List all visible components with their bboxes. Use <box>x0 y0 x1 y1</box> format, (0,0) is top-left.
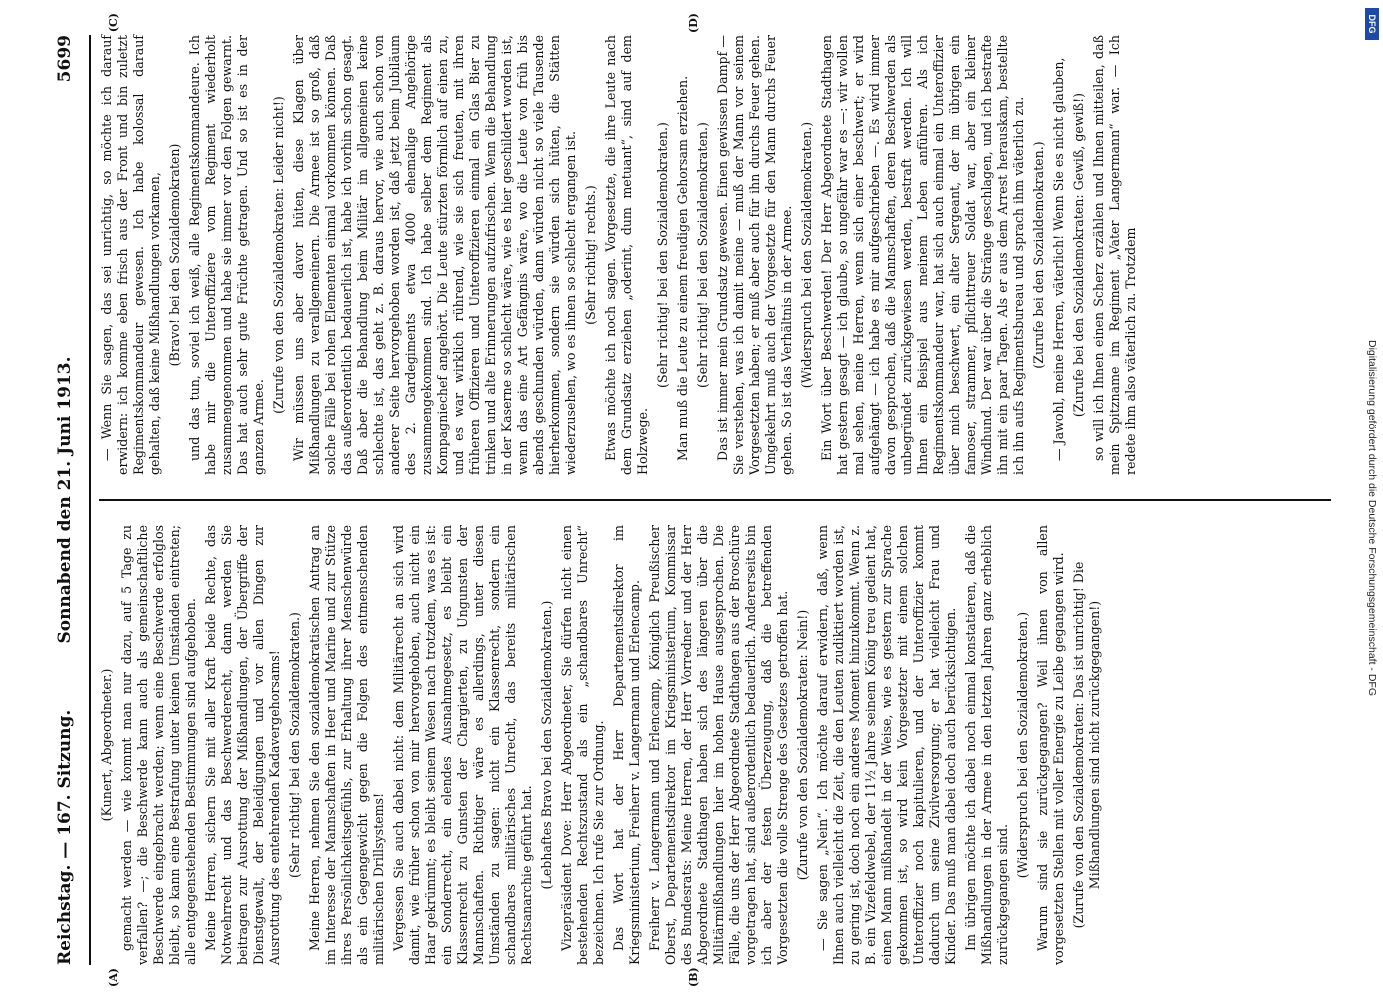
interjection: (Zurufe von den Sozialdemokraten: Leider nicht!) <box>270 96 286 414</box>
header-left-title: Reichstag. — 167. Sitzung. <box>54 709 75 965</box>
margin-marker-b: (B) <box>686 967 700 987</box>
paragraph: so will ich Ihnen einen Scherz erzählen und Ihnen mitteilen, daß mein Spitzname im Regiment „Vater Langermann“ war. — Ich redete ihm also väterlich zu. Trotzdem <box>1090 35 1138 475</box>
paragraph: Etwas möchte ich noch sagen. Vorgesetzte, die ihre Leute nach dem Grundsatz erziehen „oderint, dum metuant“, sind auf dem Holzwege. <box>602 35 650 475</box>
paragraph: — Jawohl, meine Herren, väterlich! Wenn Sie es nicht glauben, <box>1050 57 1066 461</box>
interjection: (Zurufe bei den Sozialdemokraten: Gewiß, gewiß!) <box>1070 92 1086 418</box>
paragraph: Meine Herren, nehmen Sie den sozialdemokratischen Antrag an im Interesse der Mannschaften in Heer und Marine und zur Stütze ihres Persönlichkeitsgefühls, zur Erhaltung ihrer Menschenwürde als ein Gegengewicht gegen die Folgen des entmenschenden militärischen Drillsystems! <box>306 525 386 965</box>
interjection: (Widerspruch bei den Sozialdemokraten.) <box>1014 611 1030 879</box>
paragraph: Wir müssen uns aber davor hüten, diese Klagen über Mißhandlungen zu verallgemeinern. Die Armee ist so groß, daß solche Fälle bei rohen Elementen einmal vorkommen können. Daß das außerordentlich bedauerlich ist, habe ich vorhin schon gesagt. Daß aber die Behandlung beim Militär im allgemeinen keine schlechte ist, das geht z. B. daraus hervor, wie auch schon von anderer Seite hervorgehoben worden ist, daß jetzt beim Jubiläum des 2. Gardegiments etwa 4000 ehemalige Angehörige zusammengekommen sind. Ich habe selber dem Regiment als Kompagniechef angehört. Die Leute stürzten förmlich auf einen zu, und es war wirklich rührend, wie sie sich freuten, mit ihren früheren Offizieren und Unteroffizieren einmal ein Glas Bier zu trinken und alte Erinnerungen aufzufrischen. Wenn die Behandlung in der Kaserne so schlecht wäre, wie es hier geschildert worden ist, wenn das eine Art Gefängnis wäre, wo die Leute von früh bis abends geschunden würden, dann würden nicht so viele Tausende hierherkommen, sondern sie würden sich hüten, die Stätten wiederzusehen, wo es ihnen so schlecht ergangen ist. <box>290 35 578 475</box>
interjection: (Sehr richtig! bei den Sozialdemokraten.) <box>694 122 710 388</box>
page-header <box>47 35 91 965</box>
left-text-column <box>99 525 1331 965</box>
speaker-note: (Kunert, Abgeordneter.) <box>98 668 114 822</box>
right-text-column <box>99 35 1331 475</box>
paragraph: Vergessen Sie auch dabei nicht: dem Militärrecht an sich wird damit, wie früher schon von mir hervorgehoben, auch nicht ein Haar gekrümmt; es bleibt seinem Wesen nach trotzdem, was es ist: ein Sonderrecht, ein elendes Ausnahmegesetz, es bleibt ein Klassenrecht zu Gunsten der Chargierten, zu Ungunsten der Mannschaften. Richtiger wäre es allerdings, unter diesen Umständen zu sagen: nicht ein Klassenrecht, sondern ein schandbares militärisches Unrecht, das bereits militärischen Rechtsanarchie geführt hat. <box>390 525 534 965</box>
interjection: (Zurufe von den Sozialdemokraten: Nein!) <box>794 609 810 881</box>
dfg-logo-text: DFG <box>1367 14 1377 34</box>
paragraph: — Sie sagen „Nein“. Ich möchte darauf erwidern, daß, wenn Ihnen auch vielleicht die Zeit, die den Leuten zudiktiert worden ist, zu gering ist, doch noch ein anderes Moment hinzukommt. Wenn z. B. ein Vizefeldwebel, der 11½ Jahre seinem König treu gedient hat, einen Mann mißhandelt in der Weise, wie es gestern zur Sprache gekommen ist, so wird kein Vorgesetzter mit einem solchen Unteroffizier noch kapitulieren, und der Unteroffizier kommt dadurch um seine Zivilversorgung; er hat vielleicht Frau und Kinder. Das muß man dabei doch auch berücksichtigen. <box>814 525 958 965</box>
paragraph: gemacht werden — wie kommt man nur dazu, auf 5 Tage zu verfallen? —; die Beschwerde kann auch als gemeinschaftliche Beschwerde eingebracht werden; wenn eine Beschwerde erfolglos bleibt, so kann eine Bestrafung unter keinen Umständen eintreten; alle entgegenstehenden Bestimmungen sind aufgehoben. <box>118 525 198 965</box>
interjection: (Sehr richtig! bei den Sozialdemokraten.) <box>654 122 670 388</box>
paragraph: Warum sind sie zurückgegangen? Weil ihnen von allen vorgesetzten Stellen mit voller Energie zu Leibe gegangen wird. <box>1034 525 1066 965</box>
paragraph: Im übrigen möchte ich dabei noch einmal konstatieren, daß die Mißhandlungen in der Armee in den letzten Jahren ganz erheblich zurückgegangen sind. <box>962 525 1010 965</box>
paragraph: Das ist immer mein Grundsatz gewesen. Einen gewissen Dampf — Sie verstehen, was ich damit meine — muß der Mann vor seinem Vorgesetzten haben; er muß aber auch für ihn durchs Feuer gehen. Umgekehrt muß auch der Vorgesetzte für den Mann durchs Feuer gehen. So ist das Verhältnis in der Armee. <box>714 35 794 475</box>
paragraph: — Wenn Sie sagen, das sei unrichtig, so möchte ich darauf erwidern: ich komme eben frisch aus der Front und bin zuletzt Regimentskommandeur gewesen. Ich habe kolossal darauf gehalten, daß keine Mißhandlungen vorkamen, <box>98 35 162 475</box>
interjection: (Zurufe von den Sozialdemokraten: Das ist unrichtig! Die Mißhandlungen sind nicht zurückgegangen!) <box>1070 561 1102 929</box>
interjection: (Sehr richtig! rechts.) <box>582 185 598 325</box>
paragraph: Vizepräsident Dove: Herr Abgeordneter, Sie dürfen nicht einen bestehenden Rechtszustand als ein „schandbares Unrecht“ bezeichnen. Ich rufe Sie zur Ordnung. <box>558 525 606 965</box>
interjection: (Sehr richtig! bei den Sozialdemokraten.) <box>286 612 302 878</box>
interjection: (Widerspruch bei den Sozialdemokraten.) <box>798 121 814 389</box>
paragraph: Meine Herren, sichern Sie mit aller Kraft beide Rechte, das Notwehrrecht und das Beschwerderecht, dann werden Sie beitragen zur Ausrottung der Mißhandlungen, der Übergriffe der Dienstgewalt, der Beleidigungen und vor allen Dingen zur Ausrottung des entehrenden Kadavergehorsams! <box>202 525 282 965</box>
margin-marker-c: (C) <box>106 13 120 33</box>
dfg-logo <box>1365 8 1379 40</box>
paragraph: Man muß die Leute zu einem freudigen Gehorsam erziehen. <box>674 75 690 461</box>
page-number: 5699 <box>54 35 75 83</box>
paragraph: Freiherr v. Langermann und Erlencamp, Königlich Preußischer Oberst, Departementsdirektor im Kriegsministerium, Kommissar des Bundesrats: Meine Herren, der Herr Vorredner und der Herr Abgeordnete Stadthagen haben sich des längeren über die Militärmißhandlungen hier im hohen Hause ausgesprochen. Die Fälle, die uns der Herr Abgeordnete Stadthagen aus der Broschüre vorgetragen hat, sind außerordentlich bedauerlich. Andererseits bin ich aber der festen Überzeugung, daß die betreffenden Vorgesetzten die volle Strenge des Gesetzes getroffen hat. <box>646 525 790 965</box>
column-divider <box>99 499 1331 501</box>
digitization-credit <box>1364 48 1380 988</box>
paragraph: Ein Wort über Beschwerden! Der Herr Abgeordnete Stadthagen hat gestern gesagt — ich glaube, so ungefähr war es —: wir wollen mal sehen, meine Herren, wenn sich einer beschwert; er wird aufgehängt — ich habe es mir aufgeschrieben —. Es wird immer davon gesprochen, daß die Mannschaften, deren Beschwerden als unbegründet zurückgewiesen werden, bestraft werden. Ich will Ihnen ein Beispiel aus meinem Leben anführen. Als ich Regimentskommandeur war, hat sich auch einmal ein Unteroffizier über mich beschwert, ein alter Sergeant, der im übrigen ein famoser, strammer, pflichttreuer Soldat war, aber ein kleiner Windhund. Der war über die Stränge geschlagen, und ich bestrafte ihn mit ein paar Tagen. Als er aus dem Arrest herauskam, bestellte ich ihn aufs Regimentsbureau und sprach ihm väterlich zu. <box>818 35 1026 475</box>
interjection: (Zurufe bei den Sozialdemokraten.) <box>1030 141 1046 369</box>
margin-marker-d: (D) <box>686 13 700 33</box>
header-date: Sonnabend den 21. Juni 1913. <box>54 356 75 644</box>
margin-marker-a: (A) <box>106 968 120 987</box>
credit-text: Digitalisierung gefördert durch die Deutsche Forschungsgemeinschaft - DFG <box>1366 339 1378 697</box>
paragraph: Das Wort hat der Herr Departementsdirektor im Kriegsministerium, Freiherr v. Langermann und Erlencamp. <box>610 525 642 965</box>
interjection: (Lebhaftes Bravo bei den Sozialdemokraten.) <box>538 600 554 890</box>
paragraph: und das tun, soviel ich weiß, alle Regimentskommandeure. Ich habe mir die Unteroffiziere vom Regiment wiederholt zusammengenommen und habe sie immer vor den Folgen gewarnt. Das hat auch sehr gute Früchte getragen. Und so ist es in der ganzen Armee. <box>186 35 266 475</box>
interjection: (Bravo! bei den Sozialdemokraten) <box>166 143 182 367</box>
rotated-newspaper-page <box>47 13 1337 987</box>
